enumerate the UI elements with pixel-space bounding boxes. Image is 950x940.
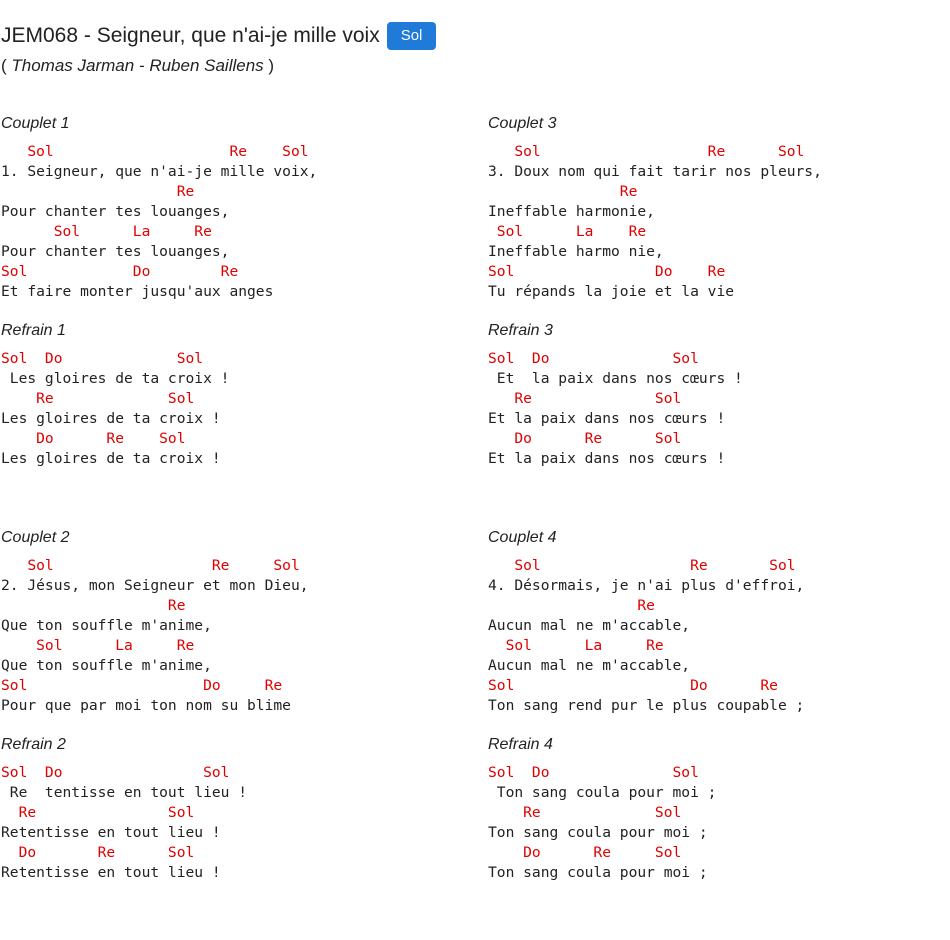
chord-line: Sol Do Re [1,263,239,280]
authors-open-paren: ( [1,56,12,75]
key-button[interactable]: Sol [387,22,437,50]
lyric-line: Les gloires de ta croix ! [1,370,230,387]
lyric-line: Aucun mal ne m'accable, [488,617,691,634]
song-section [488,319,948,507]
lyric-line: Que ton souffle m'anime, [1,617,212,634]
lyric-line: Ton sang coula pour moi ; [488,784,717,801]
authors-names: Thomas Jarman - Ruben Saillens [11,56,264,75]
song-authors [1,56,436,76]
chord-line: Sol Do Sol [1,764,230,781]
chord-line: Sol La Re [1,223,212,240]
song-section [1,526,461,714]
section-title: Couplet 3 [488,115,557,132]
chord-line: Sol Re Sol [488,143,805,160]
lyric-line: Pour chanter tes louanges, [1,243,230,260]
chord-line: Re [1,597,186,614]
lyric-line: 1. Seigneur, que n'ai-je mille voix, [1,163,318,180]
lyric-line: Ton sang rend pur le plus coupable ; [488,697,805,714]
chord-line: Re Sol [1,804,195,821]
section-title: Refrain 4 [488,736,553,753]
song-section [488,112,948,300]
section-title: Refrain 3 [488,322,553,339]
section-title: Couplet 4 [488,529,557,546]
lyric-line: 2. Jésus, mon Seigneur et mon Dieu, [1,577,309,594]
chord-line: Re [488,183,638,200]
title-row [1,20,436,52]
lyric-line: 4. Désormais, je n'ai plus d'effroi, [488,577,805,594]
section-title: Couplet 1 [1,115,70,132]
lyric-line: Ineffable harmo nie, [488,243,664,260]
chord-line: Re Sol [488,390,682,407]
lyric-line: Et la paix dans nos cœurs ! [488,410,726,427]
lyric-line: Et la paix dans nos cœurs ! [488,450,726,467]
chord-line: Sol La Re [1,637,195,654]
chord-line: Sol Do Sol [488,764,699,781]
chord-line: Sol Re Sol [1,143,309,160]
song-section [1,319,461,507]
chord-line: Sol Re Sol [488,557,796,574]
chord-line: Re [1,183,195,200]
lyric-line: Ton sang coula pour moi ; [488,864,708,881]
lyric-line: 3. Doux nom qui fait tarir nos pleurs, [488,163,822,180]
lyric-line: Pour que par moi ton nom su blime [1,697,291,714]
chord-line: Re [488,597,655,614]
lyric-line: Les gloires de ta croix ! [1,450,221,467]
chord-line: Sol Do Sol [1,350,204,367]
lyric-line: Retentisse en tout lieu ! [1,864,221,881]
chord-line: Sol Do Re [488,677,778,694]
song-section [488,733,948,921]
lyric-line: Ineffable harmonie, [488,203,655,220]
chord-line: Re Sol [1,390,195,407]
chord-line: Sol Do Re [488,263,726,280]
song-header [1,20,436,76]
chord-line: Sol La Re [488,637,664,654]
chord-line: Sol Do Sol [488,350,699,367]
song-section [1,112,461,300]
lyric-line: Les gloires de ta croix ! [1,410,221,427]
song-section [1,733,461,921]
chord-line: Do Re Sol [1,430,186,447]
song-section [488,526,948,714]
authors-close-paren: ) [263,56,275,75]
chord-line: Sol La Re [488,223,647,240]
chord-line: Re Sol [488,804,682,821]
section-title: Refrain 1 [1,322,66,339]
lyric-line: Ton sang coula pour moi ; [488,824,708,841]
lyric-line: Que ton souffle m'anime, [1,657,212,674]
right-column [488,112,948,940]
song-title: JEM068 - Seigneur, que n'ai-je mille voix [1,24,380,47]
section-title: Refrain 2 [1,736,66,753]
chord-line: Sol Do Re [1,677,283,694]
chord-line: Sol Re Sol [1,557,300,574]
lyric-line: Et la paix dans nos cœurs ! [488,370,743,387]
chord-line: Do Re Sol [488,844,682,861]
lyric-line: Tu répands la joie et la vie [488,283,735,300]
lyric-line: Re tentisse en tout lieu ! [1,784,248,801]
lyric-line: Pour chanter tes louanges, [1,203,230,220]
chord-line: Do Re Sol [1,844,195,861]
chord-line: Do Re Sol [488,430,682,447]
section-title: Couplet 2 [1,529,70,546]
lyric-line: Aucun mal ne m'accable, [488,657,691,674]
lyric-line: Et faire monter jusqu'aux anges [1,283,274,300]
left-column [1,112,461,940]
lyric-line: Retentisse en tout lieu ! [1,824,221,841]
